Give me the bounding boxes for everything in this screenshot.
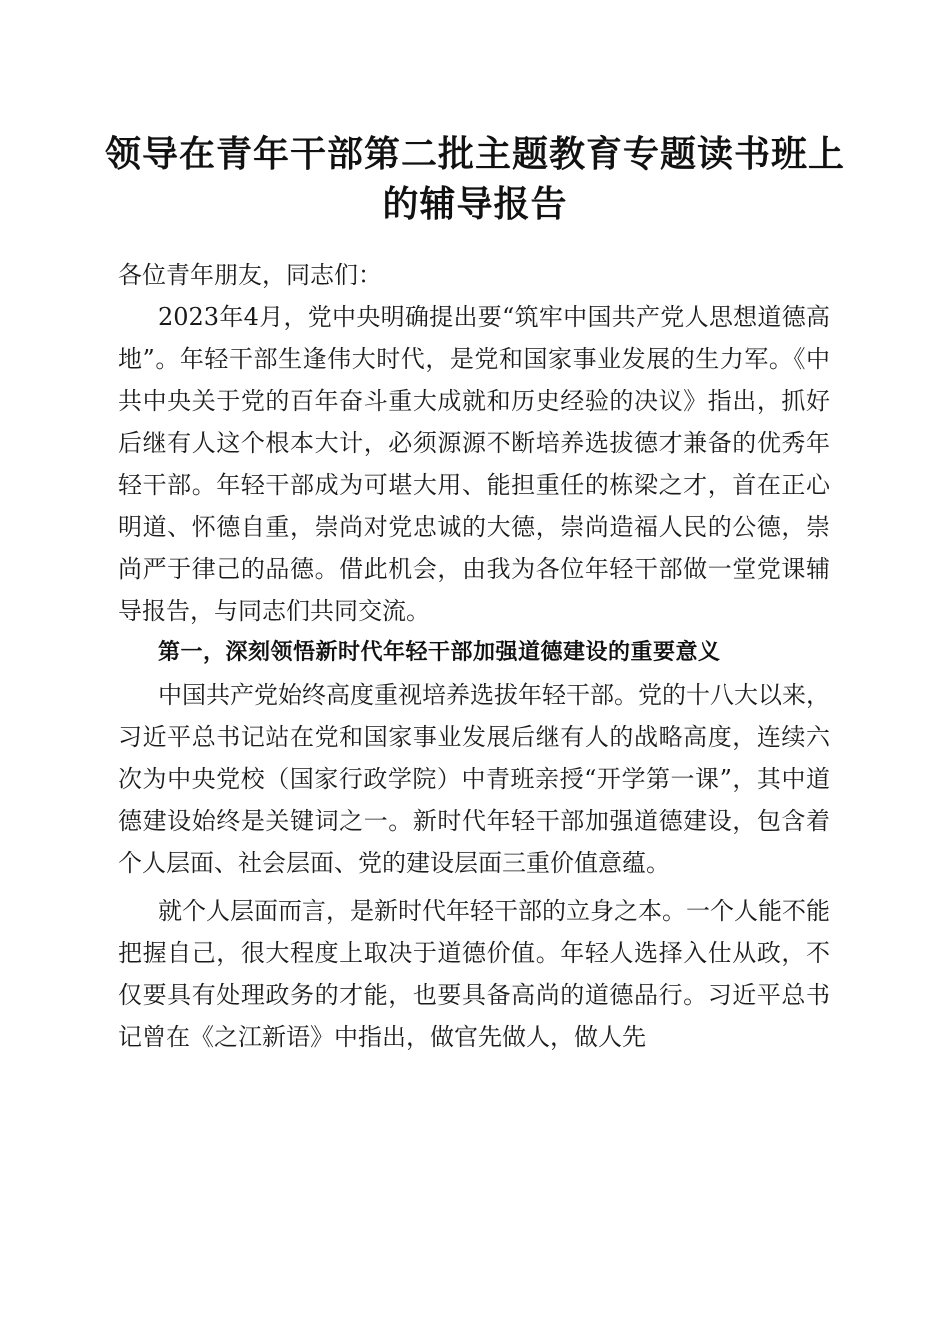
- paragraph-individual-level: 就个人层面而言，是新时代年轻干部的立身之本。一个人能不能把握自己，很大程度上取决于道德价值。年轻人选择入仕从政，不仅要具有处理政务的才能，也要具备高尚的道德品行。习近平总书记曾在《之江新语》中指出，做官先做人，做人先: [118, 897, 830, 1051]
- document-body: [118, 254, 830, 1058]
- paragraph-section1-body: 中国共产党始终高度重视培养选拔年轻干部。党的十八大以来，习近平总书记站在党和国家事业发展后继有人的战略高度，连续六次为中央党校（国家行政学院）中青班亲授“开学第一课”，其中道德建设始终是关键词之一。新时代年轻干部加强道德建设，包含着个人层面、社会层面、党的建设层面三重价值意蕴。: [118, 681, 830, 877]
- document-title: [100, 130, 850, 230]
- paragraph-intro: 2023年4月，党中央明确提出要“筑牢中国共产党人思想道德高地”。年轻干部生逢伟大时代，是党和国家事业发展的生力军。《中共中央关于党的百年奋斗重大成就和历史经验的决议》指出，抓好后继有人这个根本大计，必须源源不断培养选拔德才兼备的优秀年轻干部。年轻干部成为可堪大用、能担重任的栋梁之才，首在正心明道、怀德自重，崇尚对党忠诚的大德，崇尚造福人民的公德，崇尚严于律己的品德。借此机会，由我为各位年轻干部做一堂党课辅导报告，与同志们共同交流。: [118, 303, 830, 625]
- title-line-1: 领导在青年干部第二批主题教育专题读书班上: [104, 134, 845, 175]
- section-heading-1: 第一，深刻领悟新时代年轻干部加强道德建设的重要意义: [158, 640, 721, 665]
- salutation: 各位青年朋友，同志们：: [118, 261, 382, 289]
- title-line-2: 的辅导报告: [382, 184, 568, 225]
